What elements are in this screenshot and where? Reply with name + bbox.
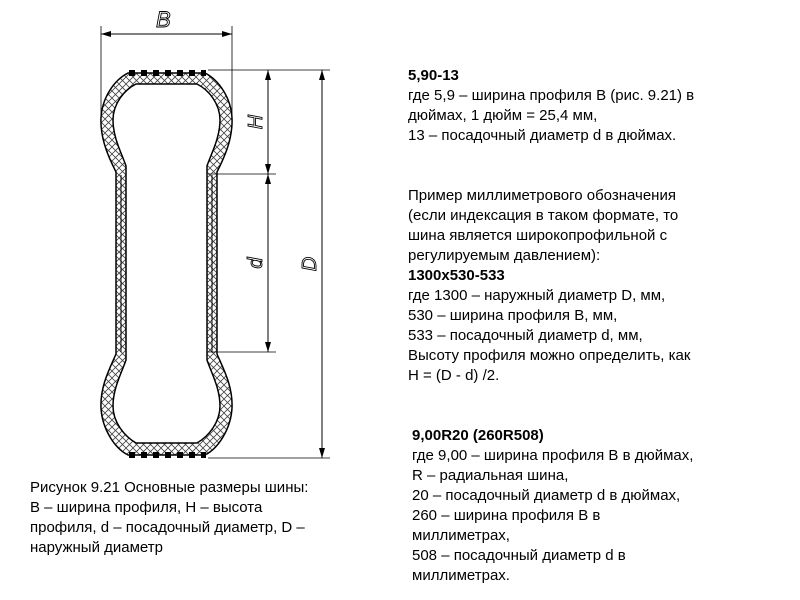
example-title: 1300x530-533 <box>408 267 505 284</box>
text-line: шина является широкопрофильной с <box>408 227 668 244</box>
millimeter-designation-example <box>408 186 690 386</box>
text-line: (если индексация в таком формате, то <box>408 207 679 224</box>
text-line: регулируемым давлением): <box>408 247 601 264</box>
caption-line: профиля, d – посадочный диаметр, D – <box>30 519 305 536</box>
text-line: 533 – посадочный диаметр d, мм, <box>408 327 643 344</box>
dim-label-h: H <box>245 114 267 130</box>
example-title: 9,00R20 (260R508) <box>412 427 544 444</box>
dim-label-b: B <box>156 7 171 32</box>
text-line: миллиметрах. <box>412 567 510 584</box>
text-line: где 9,00 – ширина профиля B в дюймах, <box>412 447 694 464</box>
inch-designation-example <box>408 66 694 146</box>
text-line: 20 – посадочный диаметр d в дюймах, <box>412 487 681 504</box>
caption-line: Рисунок 9.21 Основные размеры шины: <box>30 479 309 496</box>
dim-label-d-outer: D <box>299 256 321 272</box>
text-line: 508 – посадочный диаметр d в <box>412 547 626 564</box>
figure-caption <box>30 478 380 558</box>
text-line: 260 – ширина профиля B в <box>412 507 601 524</box>
caption-line: наружный диаметр <box>30 539 163 556</box>
radial-designation-example <box>412 426 693 586</box>
text-line: где 1300 – наружный диаметр D, мм, <box>408 287 666 304</box>
tire-cross-section-diagram <box>0 0 400 480</box>
text-line: дюймах, 1 дюйм = 25,4 мм, <box>408 107 598 124</box>
text-line: 530 – ширина профиля B, мм, <box>408 307 618 324</box>
text-line: Высоту профиля можно определить, как <box>408 347 691 364</box>
caption-line: B – ширина профиля, H – высота <box>30 499 263 516</box>
dim-label-d-seat: d <box>245 257 267 269</box>
text-line: миллиметрах, <box>412 527 510 544</box>
text-line: R – радиальная шина, <box>412 467 569 484</box>
text-line: H = (D - d) /2. <box>408 367 500 384</box>
text-line: Пример миллиметрового обозначения <box>408 187 676 204</box>
text-line: 13 – посадочный диаметр d в дюймах. <box>408 127 677 144</box>
bead-lines <box>121 175 212 352</box>
example-title: 5,90-13 <box>408 67 459 84</box>
text-line: где 5,9 – ширина профиля B (рис. 9.21) в <box>408 87 695 104</box>
